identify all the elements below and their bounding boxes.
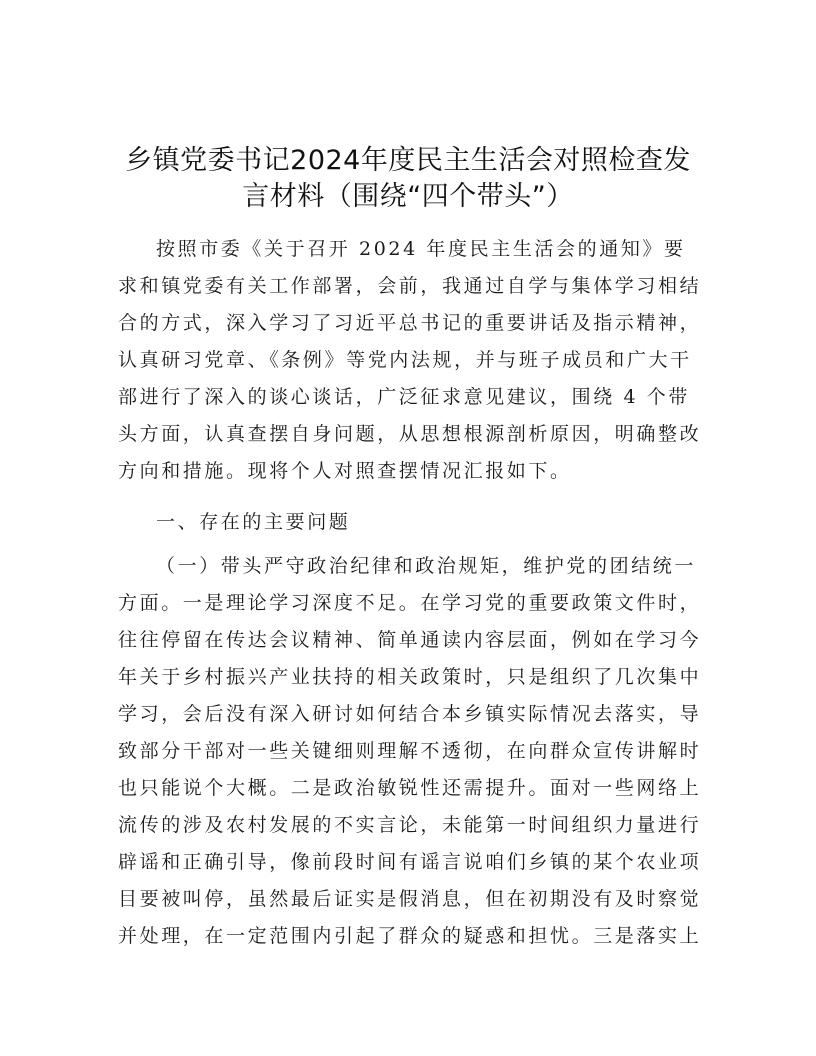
paragraph-1-line-3: 往往停留在传达会议精神、简单通读内容层面，例如在学习今 — [118, 629, 702, 651]
paragraph-1-line-1: （一）带头严守政治纪律和政治规矩，维护党的团结统一 — [156, 555, 697, 577]
title-line-2: 言材料（围绕“四个带头”） — [242, 181, 574, 212]
paragraph-intro-line-2: 求和镇党委有关工作部署，会前，我通过自学与集体学习相结 — [118, 275, 702, 297]
paragraph-intro-line-3: 合的方式，深入学习了习近平总书记的重要讲话及指示精神， — [118, 312, 702, 334]
paragraph-1-line-2: 方面。一是理论学习深度不足。在学习党的重要政策文件时， — [118, 592, 702, 614]
paragraph-intro-line-4: 认真研习党章、《条例》等党内法规，并与班子成员和广大干 — [118, 349, 692, 371]
paragraph-1-line-7: 也只能说个大概。二是政治敏锐性还需提升。面对一些网络上 — [118, 777, 702, 799]
paragraph-1-line-5: 学习，会后没有深入研讨如何结合本乡镇实际情况去落实，导 — [118, 703, 702, 725]
paragraph-intro-line-7: 方向和措施。现将个人对照查摆情况汇报如下。 — [118, 460, 572, 482]
paragraph-1-line-8: 流传的涉及农村发展的不实言论，未能第一时间组织力量进行 — [118, 814, 702, 836]
paragraph-intro-line-5: 部进行了深入的谈心谈话，广泛征求意见建议，围绕 4 个带 — [118, 386, 690, 408]
paragraph-1-line-11: 并处理，在一定范围内引起了群众的疑惑和担忧。三是落实上 — [118, 925, 702, 947]
document-title — [100, 143, 716, 215]
paragraph-intro-line-6: 头方面，认真查摆自身问题，从思想根源剖析原因，明确整改 — [118, 423, 702, 445]
paragraph-1-line-4: 年关于乡村振兴产业扶持的相关政策时，只是组织了几次集中 — [118, 666, 702, 688]
section-heading-1: 一、存在的主要问题 — [156, 511, 351, 533]
paragraph-1-line-9: 辟谣和正确引导，像前段时间有谣言说咱们乡镇的某个农业项 — [118, 851, 702, 873]
title-line-1: 乡镇党委书记2024年度民主生活会对照检查发 — [125, 145, 691, 176]
paragraph-1-line-10: 目要被叫停，虽然最后证实是假消息，但在初期没有及时察觉 — [118, 888, 702, 910]
paragraph-intro-line-1: 按照市委《关于召开 2024 年度民主生活会的通知》要 — [156, 238, 686, 260]
paragraph-1-line-6: 致部分干部对一些关键细则理解不透彻，在向群众宣传讲解时 — [118, 740, 702, 762]
